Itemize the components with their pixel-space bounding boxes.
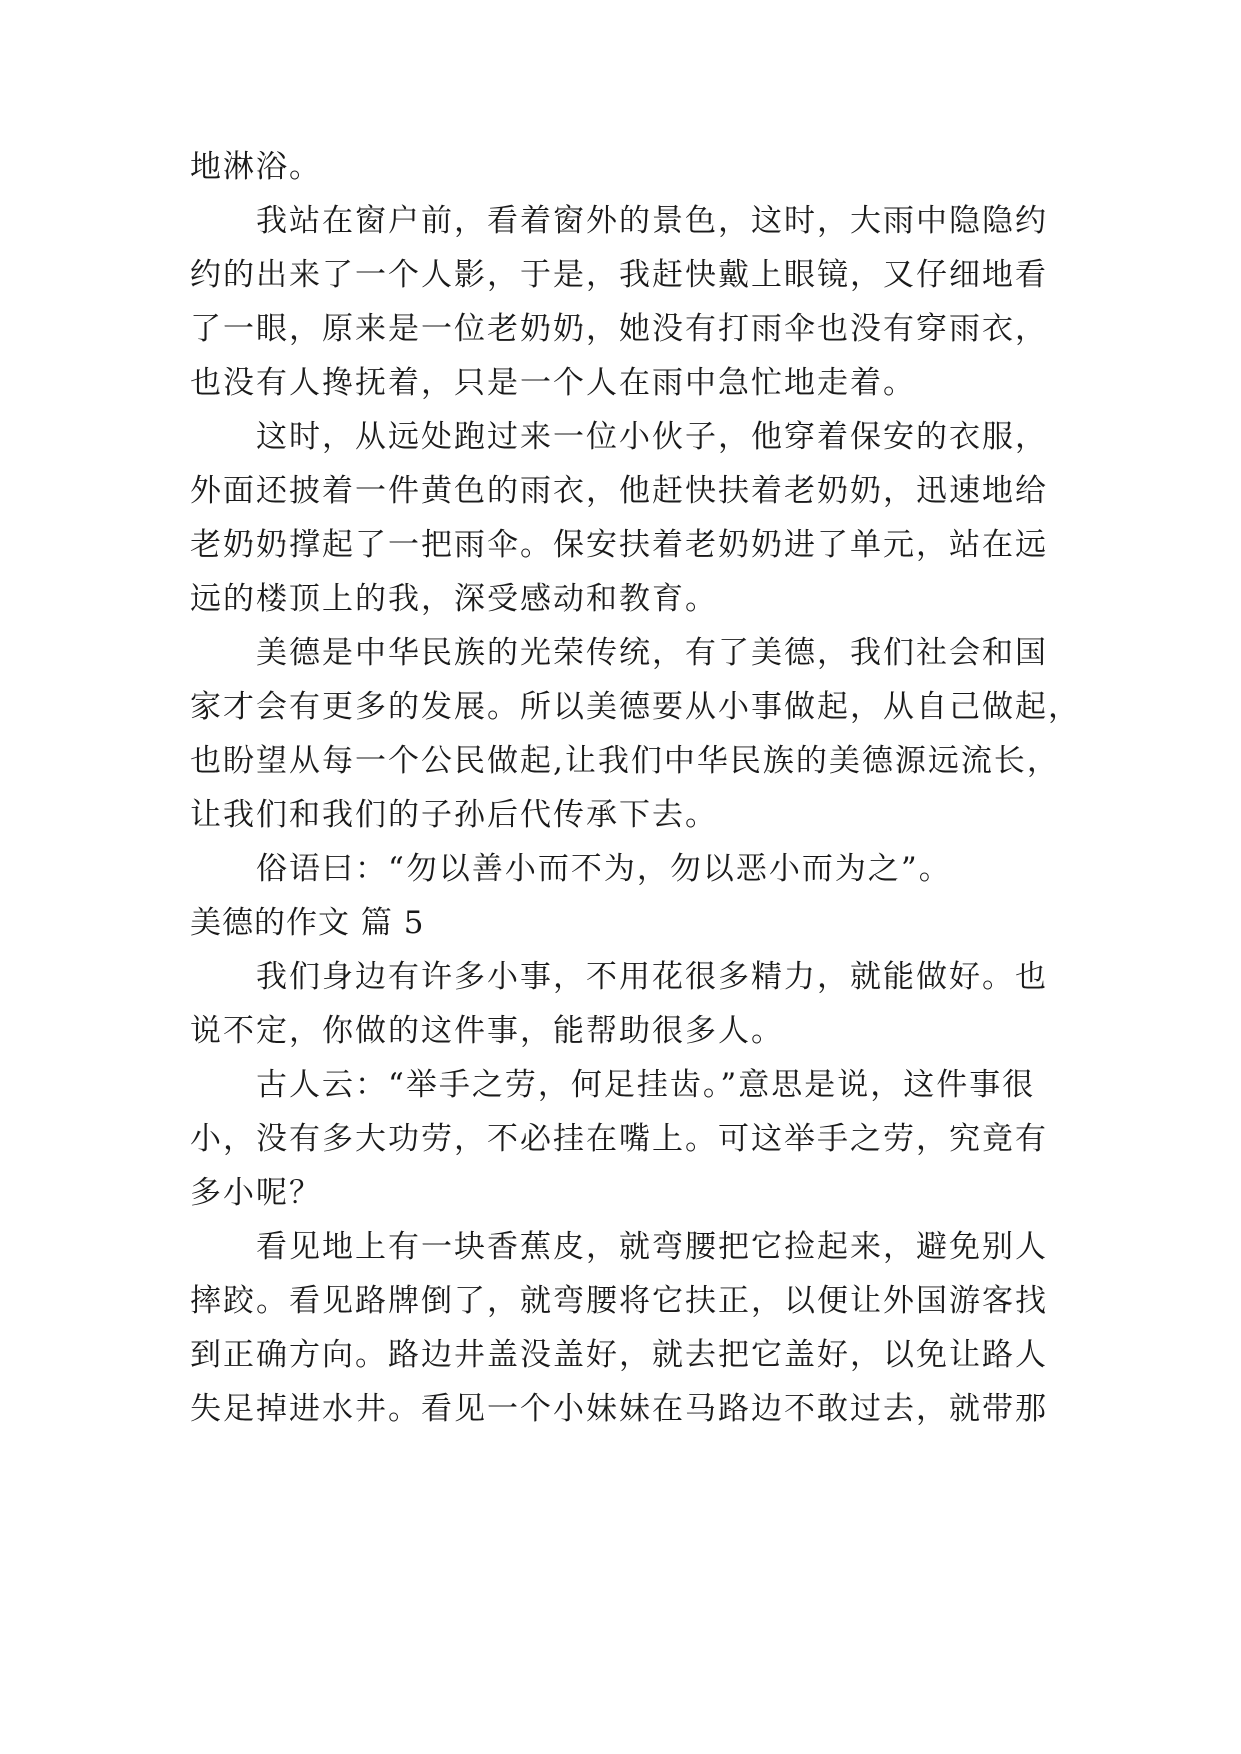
paragraph-start: 美德是中华民族的光荣传统，有了美德，我们社会和国 (256, 635, 1048, 671)
text-line: 约的出来了一个人影，于是，我赶快戴上眼镜，又仔细地看 (190, 257, 1048, 293)
paragraph-start: 看见地上有一块香蕉皮，就弯腰把它捡起来，避免别人 (256, 1229, 1048, 1265)
text-line: 地淋浴。 (190, 149, 322, 185)
paragraph-start: 我们身边有许多小事，不用花很多精力，就能做好。也 (256, 959, 1048, 995)
text-line: 家才会有更多的发展。所以美德要从小事做起，从自己做起， (190, 689, 1081, 725)
text-line: 说不定，你做的这件事，能帮助很多人。 (190, 1013, 784, 1049)
section-heading: 美德的作文 篇 5 (190, 905, 425, 941)
paragraph-start: 古人云：“举手之劳，何足挂齿。”意思是说，这件事很 (256, 1067, 1036, 1103)
text-line: 也盼望从每一个公民做起,让我们中华民族的美德源远流长， (190, 743, 1060, 779)
text-line: 老奶奶撑起了一把雨伞。保安扶着老奶奶进了单元，站在远 (190, 527, 1048, 563)
text-line: 让我们和我们的子孙后代传承下去。 (190, 797, 718, 833)
paragraph-start: 俗语曰：“勿以善小而不为，勿以恶小而为之”。 (256, 851, 952, 887)
text-line: 小，没有多大功劳，不必挂在嘴上。可这举手之劳，究竟有 (190, 1121, 1048, 1157)
text-line: 远的楼顶上的我，深受感动和教育。 (190, 581, 718, 617)
text-line: 摔跤。看见路牌倒了，就弯腰将它扶正，以便让外国游客找 (190, 1283, 1048, 1319)
text-line: 到正确方向。路边井盖没盖好，就去把它盖好，以免让路人 (190, 1337, 1048, 1373)
paragraph-start: 这时，从远处跑过来一位小伙子，他穿着保安的衣服， (256, 419, 1048, 455)
text-line: 也没有人搀抚着，只是一个人在雨中急忙地走着。 (190, 365, 916, 401)
text-line: 外面还披着一件黄色的雨衣，他赶快扶着老奶奶，迅速地给 (190, 473, 1048, 509)
text-line: 失足掉进水井。看见一个小妹妹在马路边不敢过去，就带那 (190, 1391, 1048, 1427)
paragraph-start: 我站在窗户前，看着窗外的景色，这时，大雨中隐隐约 (256, 203, 1048, 239)
text-line: 多小呢？ (190, 1175, 322, 1211)
text-line: 了一眼，原来是一位老奶奶，她没有打雨伞也没有穿雨衣， (190, 311, 1048, 347)
